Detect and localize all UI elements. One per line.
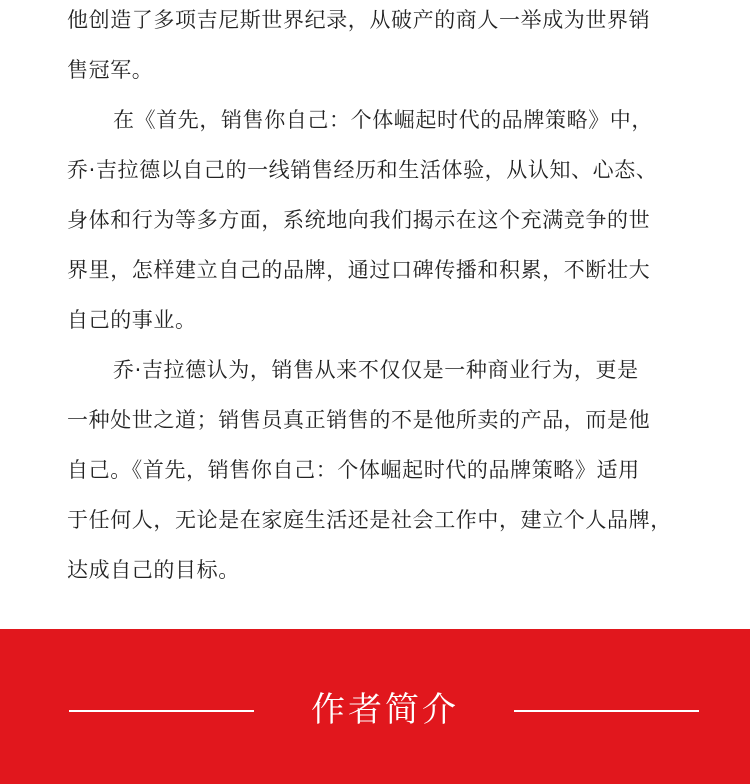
article-line: 他创造了多项吉尼斯世界纪录，从破产的商人一举成为世界销: [67, 8, 651, 32]
article-line: 界里，怎样建立自己的品牌，通过口碑传播和积累，不断壮大: [67, 258, 651, 282]
article-line: 达成自己的目标。: [67, 558, 240, 582]
article-line: 在《首先，销售你自己：个体崛起时代的品牌策略》中，: [113, 108, 653, 132]
article-line: 于任何人，无论是在家庭生活还是社会工作中，建立个人品牌，: [67, 508, 672, 532]
article-line: 身体和行为等多方面，系统地向我们揭示在这个充满竞争的世: [67, 208, 651, 232]
banner-rule-right: [514, 710, 699, 712]
article-line: 一种处世之道；销售员真正销售的不是他所卖的产品，而是他: [67, 408, 651, 432]
section-banner: [0, 629, 750, 784]
article-line: 乔·吉拉德以自己的一线销售经历和生活体验，从认知、心态、: [67, 158, 658, 182]
article-line: 售冠军。: [67, 58, 154, 82]
article-body: [67, 0, 703, 628]
section-title: 作者简介: [311, 690, 459, 730]
article-line: 自己。《首先，销售你自己：个体崛起时代的品牌策略》适用: [67, 458, 640, 482]
banner-rule-left: [69, 710, 254, 712]
article-line: 自己的事业。: [67, 308, 197, 332]
article-line: 乔·吉拉德认为，销售从来不仅仅是一种商业行为，更是: [113, 358, 639, 382]
